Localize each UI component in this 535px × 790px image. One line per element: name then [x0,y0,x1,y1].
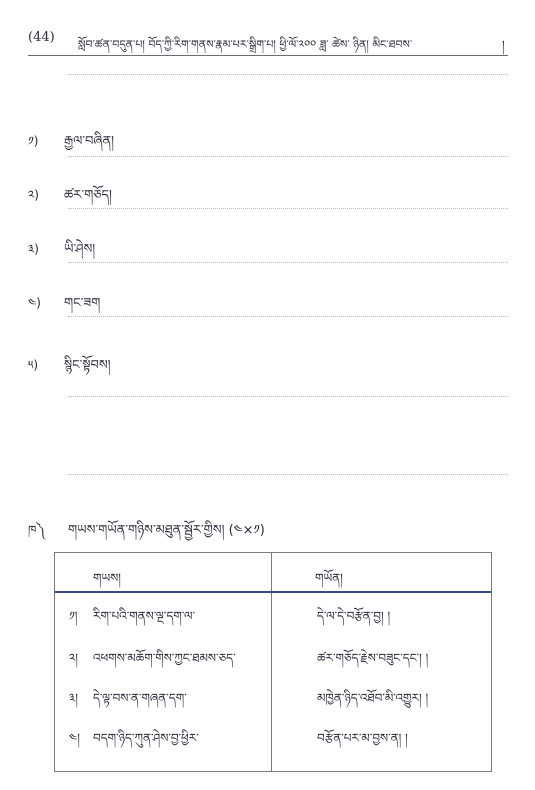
item-number: ༥) [28,358,39,372]
header-left: གཡས། [93,571,121,585]
section-instruction: གཡས་གཡོན་གཉིས་མཐུན་སྦྱོར་གྱིས། (༤×༡) [68,523,265,538]
exercise-item-2 [28,182,508,242]
exercise-item-5 [28,352,508,412]
answer-line [68,316,508,317]
answer-line [68,396,508,397]
row-number: ༤། [69,731,80,745]
header-right: གཡོན། [315,571,343,585]
answer-line [68,208,508,209]
page-header [28,30,508,50]
item-number: ༣) [28,242,39,256]
row-answer: མཁྱེན་ཉིད་འཐོབ་མི་འགྱུར། ། [317,691,429,705]
row-answer: བརྩོན་པར་མ་བྱས་ན། ། [317,731,408,745]
header-rule [55,591,491,593]
section-label: ཁ༽ [28,523,45,537]
row-question: དེ་ལྟ་བས་ན་གཞན་དག་ [93,691,187,705]
item-word: ཡི་ཤེས། [64,242,96,257]
item-word: ཚར་གཅོད། [64,188,112,203]
item-number: ༡) [28,134,39,148]
row-number: ༣། [69,691,78,705]
exercise-item-1 [28,128,508,188]
item-word: སྙིང་སྟོབས། [64,358,111,373]
answer-line [68,156,508,157]
table-row [55,685,491,725]
row-answer: ཚར་གཅོད་རྗེས་བཟུང་དང་། ། [317,651,429,665]
answer-line [68,74,508,75]
matching-table [54,552,492,772]
exercise-item-3 [28,236,508,296]
matching-section-title [28,515,508,537]
item-word: གང་ཟག [64,296,101,311]
page-number: (44) [28,30,55,45]
answer-line [68,474,508,475]
row-answer: དེ་ལ་དེ་བརྩོན་བྱ། ། [317,609,391,623]
header-title: སློབ་ཚན་བདུན་པ། བོད་ཀྱི་རིག་གནས་རྣམ་པར་སྒྲིག་པ། ཕྱི་ལོ་༢༠༠ ཟླ་ ཚེས་ ཉིན། མིང་ཐབས་ [78,38,413,51]
row-question: བདག་ཉིད་ཀུན་ཤེས་བྱ་ཕྱིར་ [93,731,199,745]
header-end-mark: ། [502,38,505,52]
row-question: རིག་པའི་གནས་ལྔ་དག་ལ་ [93,609,195,623]
item-word: རྒྱལ་བཞིན། [64,134,115,149]
row-question: འཕགས་མཆོག་གིས་ཀྱང་ཐམས་ཅད་ [93,651,236,665]
answer-line [68,262,508,263]
exercise-item-4 [28,290,508,350]
row-number: ༢། [69,651,78,665]
header-divider [28,55,508,56]
item-number: ༤) [28,296,41,310]
table-row [55,603,491,643]
table-row [55,645,491,685]
item-number: ༢) [28,188,39,202]
table-row [55,725,491,765]
row-number: ༡། [69,609,78,623]
